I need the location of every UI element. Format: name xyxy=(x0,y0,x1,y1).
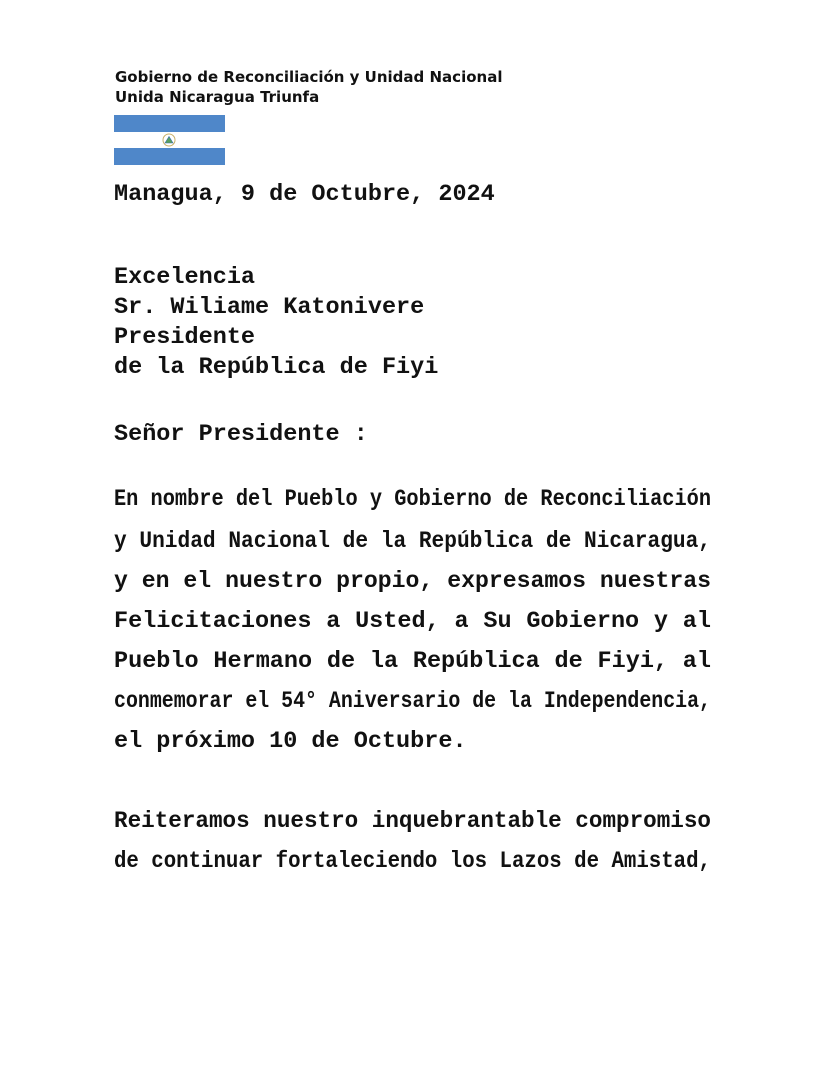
addressee-title: Presidente xyxy=(114,324,256,351)
paragraph-1-line: conmemorar el 54° Aniversario de la Independencia, xyxy=(114,688,711,715)
paragraph-1-line: Pueblo Hermano de la República de Fiyi, al xyxy=(114,648,711,675)
paragraph-1-last-line: el próximo 10 de Octubre. xyxy=(114,728,467,755)
letter-date: Managua, 9 de Octubre, 2024 xyxy=(114,181,495,208)
salutation: Señor Presidente : xyxy=(114,421,368,448)
paragraph-1-line: y Unidad Nacional de la República de Nicaragua, xyxy=(114,528,711,555)
coat-of-arms-icon xyxy=(162,133,176,147)
nicaragua-flag-icon xyxy=(114,115,225,165)
addressee-name: Sr. Wiliame Katonivere xyxy=(114,294,425,321)
paragraph-1-line: Felicitaciones a Usted, a Su Gobierno y al xyxy=(114,608,711,635)
letterhead-line-2: Unida Nicaragua Triunfa xyxy=(115,88,320,106)
letterhead-line-1: Gobierno de Reconciliación y Unidad Nacional xyxy=(115,68,503,86)
addressee-country: de la República de Fiyi xyxy=(114,354,439,381)
paragraph-1-line: y en el nuestro propio, expresamos nuestras xyxy=(114,568,711,595)
paragraph-1-line: En nombre del Pueblo y Gobierno de Reconciliación xyxy=(114,486,711,513)
paragraph-2-line: de continuar fortaleciendo los Lazos de Amistad, xyxy=(114,848,711,875)
addressee-honorific: Excelencia xyxy=(114,264,256,291)
paragraph-2-line: Reiteramos nuestro inquebrantable compromiso xyxy=(114,808,711,835)
